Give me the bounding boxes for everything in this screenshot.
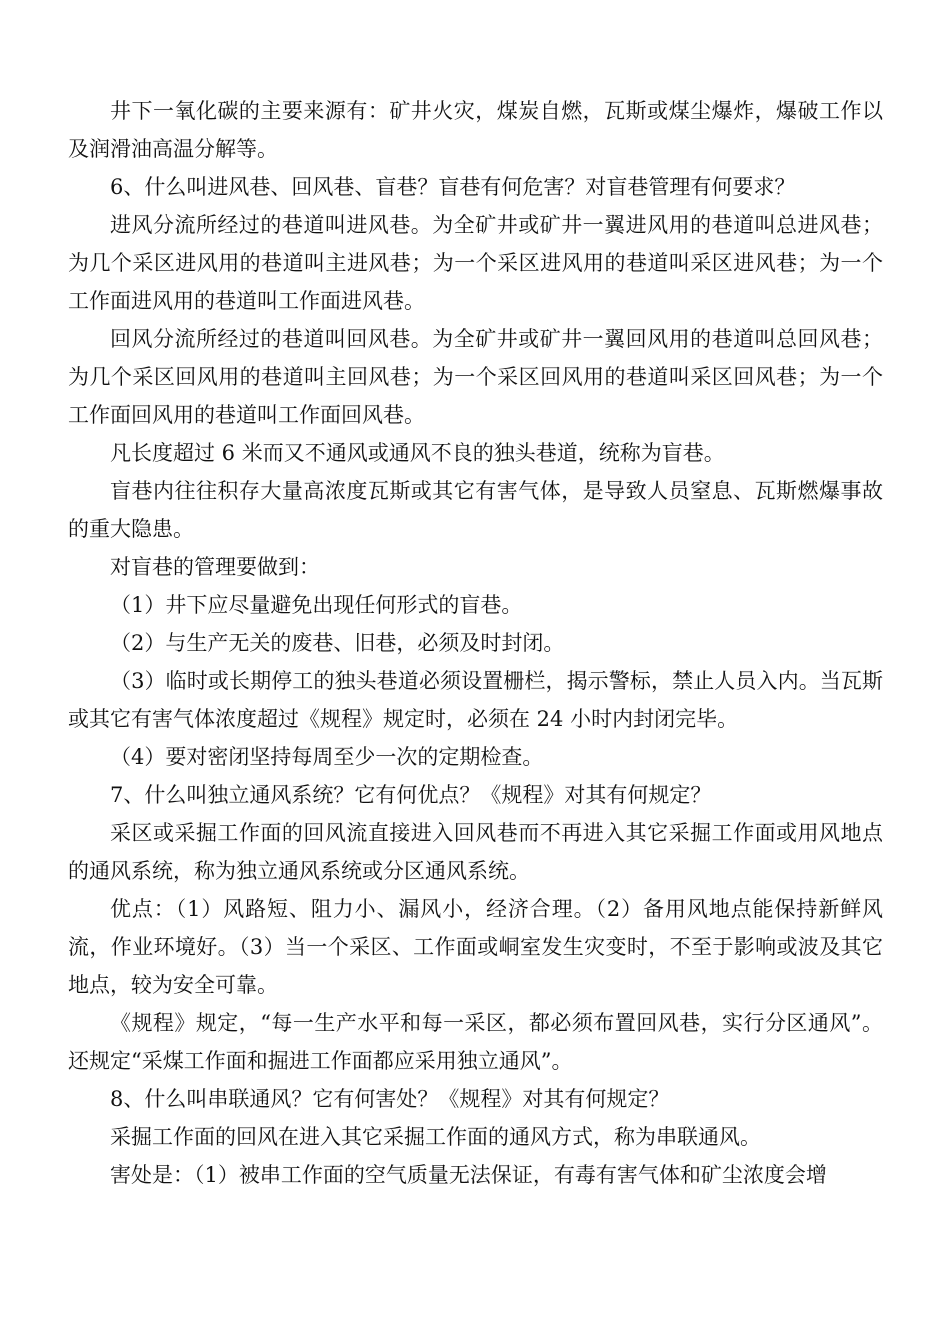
- list-item-2: （2）与生产无关的废巷、旧巷，必须及时封闭。: [110, 631, 565, 655]
- list-item-4: （4）要对密闭坚持每周至少一次的定期检查。: [110, 745, 544, 769]
- paragraph-management-intro: 对盲巷的管理要做到：: [110, 555, 320, 579]
- paragraph-co-sources: 井下一氧化碳的主要来源有：矿井火灾，煤炭自燃，瓦斯或煤尘爆炸，爆破工作以及润滑油高温分解等。: [68, 99, 883, 161]
- paragraph-intake-airway: 进风分流所经过的巷道叫进风巷。为全矿井或矿井一翼进风用的巷道叫总进风巷；为几个采区进风用的巷道叫主进风巷；为一个采区进风用的巷道叫采区进风巷；为一个工作面进风用的巷道叫工作面进风巷。: [68, 213, 883, 313]
- paragraph-independent-ventilation: 采区或采掘工作面的回风流直接进入回风巷而不再进入其它采掘工作面或用风地点的通风系统，称为独立通风系统或分区通风系统。: [68, 821, 883, 883]
- document-page: [68, 92, 883, 1194]
- paragraph-harms: 害处是：（1）被串工作面的空气质量无法保证，有毒有害气体和矿尘浓度会增: [110, 1163, 827, 1187]
- question-8-heading: 8、什么叫串联通风？它有何害处？《规程》对其有何规定？: [110, 1087, 670, 1111]
- paragraph-blind-roadway-hazard: 盲巷内往往积存大量高浓度瓦斯或其它有害气体，是导致人员窒息、瓦斯燃爆事故的重大隐患。: [68, 479, 883, 541]
- list-item-3: （3）临时或长期停工的独头巷道必须设置栅栏，揭示警标，禁止人员入内。当瓦斯或其它有害气体浓度超过《规程》规定时，必须在 24 小时内封闭完毕。: [68, 669, 883, 731]
- paragraph-return-airway: 回风分流所经过的巷道叫回风巷。为全矿井或矿井一翼回风用的巷道叫总回风巷；为几个采区回风用的巷道叫主回风巷；为一个采区回风用的巷道叫采区回风巷；为一个工作面回风用的巷道叫工作面回风巷。: [68, 327, 883, 427]
- paragraph-series-ventilation: 采掘工作面的回风在进入其它采掘工作面的通风方式，称为串联通风。: [110, 1125, 761, 1149]
- paragraph-advantages: 优点：（1）风路短、阻力小、漏风小，经济合理。（2）备用风地点能保持新鲜风流，作业环境好。（3）当一个采区、工作面或峒室发生灾变时，不至于影响或波及其它地点，较为安全可靠。: [68, 897, 883, 997]
- question-6-heading: 6、什么叫进风巷、回风巷、盲巷？盲巷有何危害？对盲巷管理有何要求？: [110, 175, 796, 199]
- list-item-1: （1）井下应尽量避免出现任何形式的盲巷。: [110, 593, 523, 617]
- paragraph-regulations: 《规程》规定，“每一生产水平和每一采区，都必须布置回风巷，实行分区通风”。还规定“采煤工作面和掘进工作面都应采用独立通风”。: [68, 1011, 883, 1073]
- question-7-heading: 7、什么叫独立通风系统？它有何优点？《规程》对其有何规定？: [110, 783, 712, 807]
- paragraph-blind-roadway-definition: 凡长度超过 6 米而又不通风或通风不良的独头巷道，统称为盲巷。: [110, 441, 725, 465]
